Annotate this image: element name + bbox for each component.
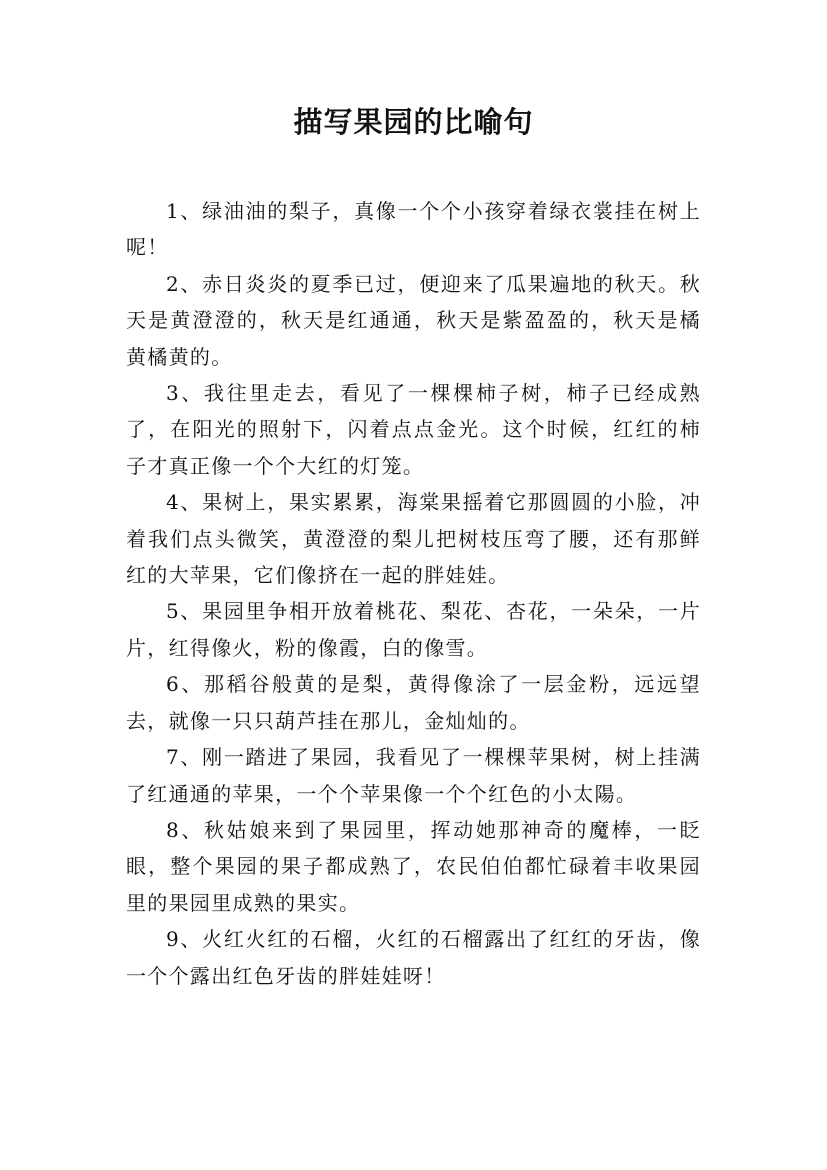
paragraph-1: 1、绿油油的梨子，真像一个个小孩穿着绿衣裳挂在树上呢！ (126, 199, 701, 260)
page-title: 描写果园的比喻句 (293, 105, 534, 139)
paragraph-3: 3、我往里走去，看见了一棵棵柿子树，柿子已经成熟了，在阳光的照射下，闪着点点金光。这个时候，红红的柿子才真正像一个个大红的灯笼。 (126, 381, 701, 478)
paragraph-4: 4、果树上，果实累累，海棠果摇着它那圆圆的小脸，冲着我们点头微笑，黄澄澄的梨儿把树枝压弯了腰，还有那鲜红的大苹果，它们像挤在一起的胖娃娃。 (126, 490, 701, 588)
paragraph-8: 8、秋姑娘来到了果园里，挥动她那神奇的魔棒，一眨眼，整个果园的果子都成熟了，农民伯伯都忙碌着丰收果园里的果园里成熟的果实。 (126, 817, 701, 915)
paragraph-6: 6、那稻谷般黄的是梨，黄得像涂了一层金粉，远远望去，就像一只只葫芦挂在那儿，金灿灿的。 (126, 672, 701, 733)
paragraph-7: 7、刚一踏进了果园，我看见了一棵棵苹果树，树上挂满了红通通的苹果，一个个苹果像一个个红色的小太陽。 (126, 745, 701, 806)
paragraph-2: 2、赤日炎炎的夏季已过，便迎来了瓜果遍地的秋天。秋天是黄澄澄的，秋天是红通通，秋天是紫盈盈的，秋天是橘黄橘黄的。 (126, 271, 701, 369)
document-body (126, 193, 701, 994)
paragraph-9: 9、火红火红的石榴，火红的石榴露出了红红的牙齿，像一个个露出红色牙齿的胖娃娃呀！ (126, 927, 701, 988)
paragraph-5: 5、果园里争相开放着桃花、梨花、杏花，一朵朵，一片片，红得像火，粉的像霞，白的像雪。 (126, 599, 701, 660)
